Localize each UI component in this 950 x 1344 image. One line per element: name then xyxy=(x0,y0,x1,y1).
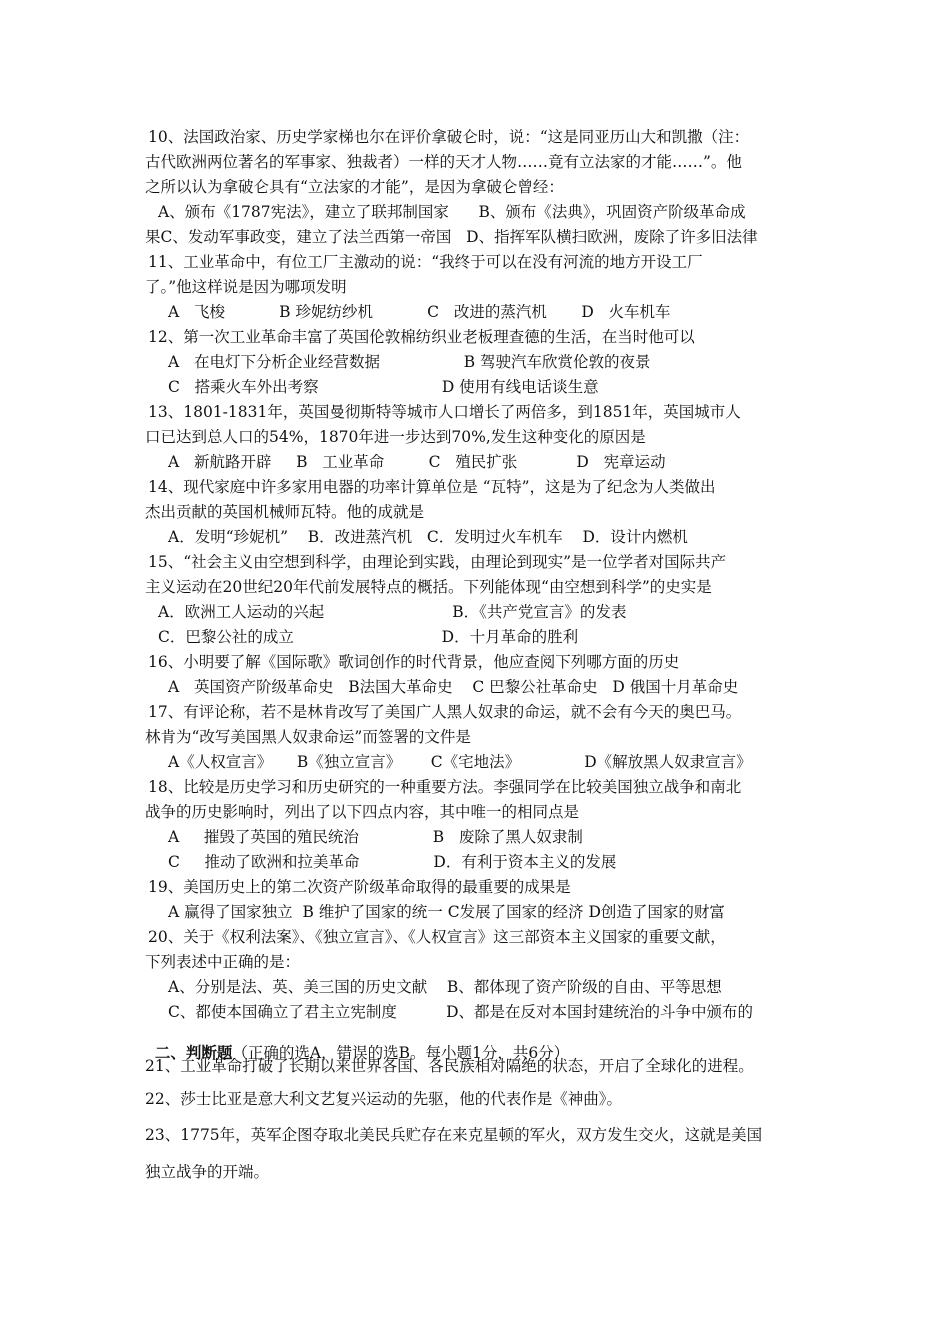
q17-line1: 17、有评论称，若不是林肯改写了美国广人黑人奴隶的命运，就不会有今天的奥巴马。 xyxy=(148,703,742,721)
q19-options: A 赢得了国家独立 B 维护了国家的统一 C发展了国家的经济 D创造了国家的财富 xyxy=(168,903,725,921)
q11-options: A 飞梭 B 珍妮纺纱机 C 改进的蒸汽机 D 火车机车 xyxy=(168,303,671,321)
q15-options-1: A．欧洲工人运动的兴起 B．《共产党宣言》的发表 xyxy=(158,603,627,621)
q22-text: 22、莎士比亚是意大利文艺复兴运动的先驱，他的代表作是《神曲》。 xyxy=(145,1090,622,1108)
q18-options-1: A 摧毁了英国的殖民统治 B 废除了黑人奴隶制 xyxy=(168,828,583,846)
q10-options-1: A、颁布《1787宪法》，建立了联邦制国家 B、颁布《法典》，巩固资产阶级革命成 xyxy=(158,203,746,221)
q12-options-1: A 在电灯下分析企业经营数据 B 驾驶汽车欣赏伦敦的夜景 xyxy=(168,353,651,371)
q23-line2: 独立战争的开端。 xyxy=(145,1163,270,1181)
section-note: （正确的选A，错误的选B。每小题1分，共6分） xyxy=(232,1044,570,1062)
q11-line1: 11、工业革命中，有位工厂主激动的说：“我终于可以在没有河流的地方开设工厂 xyxy=(148,253,703,271)
q14-line2: 杰出贡献的英国机械师瓦特。他的成就是 xyxy=(145,503,425,521)
q16-options: A 英国资产阶级革命史 B法国大革命史 C 巴黎公社革命史 D 俄国十月革命史 xyxy=(168,678,739,696)
q10-line2: 古代欧洲两位著名的军事家、独裁者）一样的天才人物……竟有立法家的才能……”。他 xyxy=(145,153,742,171)
q17-line2: 林肯为“改写美国黑人奴隶命运”而签署的文件是 xyxy=(145,728,471,746)
q15-line1: 15、“社会主义由空想到科学，由理论到实践，由理论到现实”是一位学者对国际共产 xyxy=(148,553,727,571)
q13-line1: 13、1801-1831年，英国曼彻斯特等城市人口增长了两倍多，到1851年，英国城市人 xyxy=(148,403,741,421)
q20-options-2: C、都使本国确立了君主立宪制度 D、都是在反对本国封建统治的斗争中颁布的 xyxy=(168,1003,754,1021)
q12-line1: 12、第一次工业革命丰富了英国伦敦棉纺织业老板理查德的生活，在当时他可以 xyxy=(148,328,695,346)
q11-line2: 了。”他这样说是因为哪项发明 xyxy=(145,278,347,296)
q13-line2: 口已达到总人口的54%，1870年进一步达到70%,发生这种变化的原因是 xyxy=(145,428,646,446)
q23-line1: 23、1775年，英军企图夺取北美民兵贮存在来克星顿的军火，双方发生交火，这就是美国 xyxy=(145,1126,763,1144)
q18-options-2: C 推动了欧洲和拉美革命 D．有利于资本主义的发展 xyxy=(168,853,617,871)
q20-line1: 20、关于《权利法案》、《独立宣言》、《人权宣言》这三部资本主义国家的重要文献， xyxy=(148,928,726,946)
q15-options-2: C．巴黎公社的成立 D．十月革命的胜利 xyxy=(158,628,579,646)
q17-options: A《人权宣言》 B《独立宣言》 C《宅地法》 D《解放黑人奴隶宣言》 xyxy=(168,753,752,771)
q14-line1: 14、现代家庭中许多家用电器的功率计算单位是 “瓦特”，这是为了纪念为人类做出 xyxy=(148,478,716,496)
q18-line1: 18、比较是历史学习和历史研究的一种重要方法。李强同学在比较美国独立战争和南北 xyxy=(148,778,742,796)
q21-text: 21、工业革命打破了长期以来世界各国、各民族相对隔绝的状态，开启了全球化的进程。 xyxy=(145,1057,754,1075)
q15-line2: 主义运动在20世纪20年代前发展特点的概括。下列能体现“由空想到科学”的史实是 xyxy=(145,578,712,596)
q18-line2: 战争的历史影响时，列出了以下四点内容，其中唯一的相同点是 xyxy=(145,803,580,821)
q12-options-2: C 搭乘火车外出考察 D 使用有线电话谈生意 xyxy=(168,378,599,396)
q20-options-1: A、分别是法、英、美三国的历史文献 B、都体现了资产阶级的自由、平等思想 xyxy=(168,978,722,996)
q19-line1: 19、美国历史上的第二次资产阶级革命取得的最重要的成果是 xyxy=(148,878,571,896)
section-title: 二、判断题 xyxy=(154,1043,233,1062)
q10-options-2: 果C、发动军事政变，建立了法兰西第一帝国 D、指挥军队横扫欧洲，废除了许多旧法律 xyxy=(145,228,758,246)
q10-line3: 之所以认为拿破仑具有“立法家的才能”，是因为拿破仑曾经： xyxy=(145,178,564,196)
q13-options: A 新航路开辟 B 工业革命 C 殖民扩张 D 宪章运动 xyxy=(168,453,666,471)
q14-options: A．发明“珍妮机” B．改进蒸汽机 C．发明过火车机车 D．设计内燃机 xyxy=(168,528,688,546)
q10-line1: 10、法国政治家、历史学家梯也尔在评价拿破仑时，说：“这是同亚历山大和凯撒（注： xyxy=(148,128,750,146)
q20-line2: 下列表述中正确的是： xyxy=(145,953,301,971)
q16-line1: 16、小明要了解《国际歌》歌词创作的时代背景，他应查阅下列哪方面的历史 xyxy=(148,653,680,671)
